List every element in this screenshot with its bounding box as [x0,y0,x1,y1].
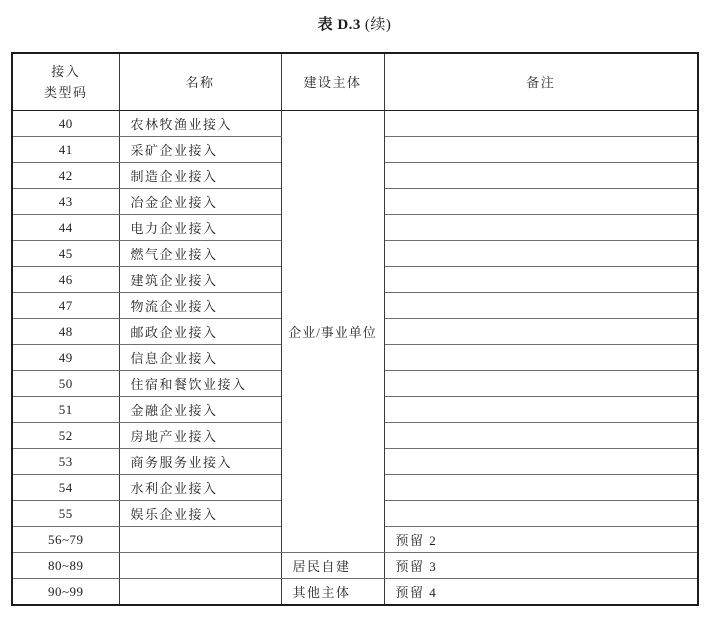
header-row [12,53,698,111]
name-cell: 商务服务业接入 [119,449,281,475]
remark-cell [384,423,698,449]
remark-cell [384,449,698,475]
code-cell: 53 [12,449,119,475]
code-cell: 50 [12,371,119,397]
remark-cell [384,293,698,319]
name-cell: 信息企业接入 [119,345,281,371]
table-row [12,553,698,579]
code-cell: 46 [12,267,119,293]
code-cell: 80~89 [12,553,119,579]
builder-cell: 居民自建 [281,553,384,579]
remark-cell [384,189,698,215]
header-name: 名称 [119,53,281,111]
remark-cell [384,475,698,501]
table-caption-suffix: (续) [364,17,392,33]
remark-cell [384,371,698,397]
table-body [12,111,698,606]
table-caption-number: 表 D.3 [317,17,361,33]
name-cell [119,553,281,579]
name-cell: 燃气企业接入 [119,241,281,267]
remark-cell [384,319,698,345]
code-cell: 55 [12,501,119,527]
builder-cell: 其他主体 [281,579,384,606]
name-cell: 娱乐企业接入 [119,501,281,527]
header-builder: 建设主体 [281,53,384,111]
code-cell: 90~99 [12,579,119,606]
code-cell: 40 [12,111,119,137]
remark-cell: 预留 4 [384,579,698,606]
remark-cell: 预留 2 [384,527,698,553]
name-cell: 金融企业接入 [119,397,281,423]
page-title [0,13,709,34]
remark-cell [384,163,698,189]
name-cell: 制造企业接入 [119,163,281,189]
code-cell: 54 [12,475,119,501]
code-cell: 51 [12,397,119,423]
code-cell: 47 [12,293,119,319]
merged-builder-cell: 企业/事业单位 [281,111,384,553]
name-cell: 邮政企业接入 [119,319,281,345]
name-cell: 房地产业接入 [119,423,281,449]
code-cell: 49 [12,345,119,371]
remark-cell [384,267,698,293]
name-cell: 采矿企业接入 [119,137,281,163]
remark-cell [384,215,698,241]
header-remark: 备注 [384,53,698,111]
remark-cell [384,345,698,371]
code-cell: 44 [12,215,119,241]
remark-cell: 预留 3 [384,553,698,579]
code-cell: 43 [12,189,119,215]
name-cell: 水利企业接入 [119,475,281,501]
code-cell: 56~79 [12,527,119,553]
table-row [12,111,698,137]
name-cell: 电力企业接入 [119,215,281,241]
name-cell: 冶金企业接入 [119,189,281,215]
code-cell: 48 [12,319,119,345]
name-cell [119,579,281,606]
code-cell: 41 [12,137,119,163]
code-cell: 42 [12,163,119,189]
remark-cell [384,501,698,527]
name-cell: 农林牧渔业接入 [119,111,281,137]
code-cell: 45 [12,241,119,267]
table-row [12,579,698,606]
name-cell [119,527,281,553]
remark-cell [384,111,698,137]
remark-cell [384,241,698,267]
access-type-table [11,52,699,606]
name-cell: 建筑企业接入 [119,267,281,293]
header-access-type-code: 接入 类型码 [12,53,119,111]
remark-cell [384,397,698,423]
remark-cell [384,137,698,163]
name-cell: 物流企业接入 [119,293,281,319]
name-cell: 住宿和餐饮业接入 [119,371,281,397]
code-cell: 52 [12,423,119,449]
